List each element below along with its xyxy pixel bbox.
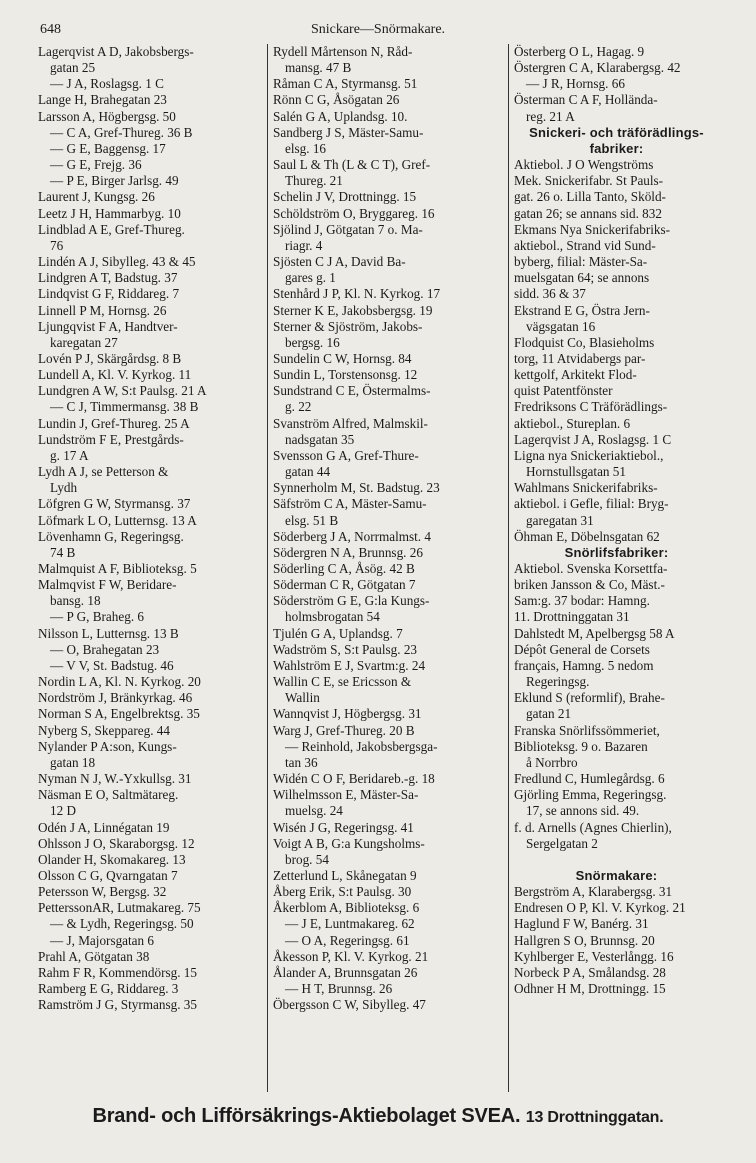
directory-entry: briken Jansson & Co, Mäst.- (514, 577, 665, 593)
directory-entry: Ljungqvist F A, Handtver- (38, 318, 178, 334)
directory-entry: bansg. 18 (50, 593, 101, 609)
directory-entry: 74 B (50, 544, 76, 560)
page-header: Snickare—Snörmakare. (310, 22, 446, 37)
directory-entry: Sundin L, Torstensonsg. 12 (273, 367, 418, 383)
column-1 (38, 44, 267, 1092)
directory-entry: Södergren N A, Brunnsg. 26 (273, 544, 423, 560)
directory-entry: sidd. 36 & 37 (514, 286, 586, 302)
directory-entry: Sandberg J S, Mäster-Samu- (273, 124, 424, 140)
directory-entry: Söderman C R, Götgatan 7 (273, 577, 416, 593)
directory-entry: Saul L & Th (L & C T), Gref- (273, 157, 431, 173)
directory-entry: Rahm F R, Kommendörsg. 15 (38, 964, 197, 980)
directory-entry: karegatan 27 (50, 334, 118, 350)
directory-entry: Lange H, Brahegatan 23 (38, 92, 167, 108)
directory-entry: Odhner H M, Drottningg. 15 (514, 981, 666, 997)
directory-entry: Lundström F E, Prestgårds- (38, 431, 184, 447)
directory-entry: Petersson W, Bergsg. 32 (38, 884, 167, 900)
directory-entry: byberg, filial: Mäster-Sa- (514, 254, 648, 270)
directory-entry: gatan 26; se annans sid. 832 (514, 205, 662, 221)
directory-entry: g. 22 (285, 399, 312, 415)
directory-entry: Råman C A, Styrmansg. 51 (273, 76, 418, 92)
directory-entry: aktiebol., Stureplan. 6 (514, 415, 631, 431)
directory-entry: Öhman E, Döbelnsgatan 62 (514, 528, 660, 544)
section-heading: Snickeri- och träförädlings- (529, 124, 704, 140)
directory-entry: Endresen O P, Kl. V. Kyrkog. 21 (514, 900, 686, 916)
directory-entry: Wannqvist J, Högbergsg. 31 (273, 706, 422, 722)
directory-entry: Hallgren S O, Brunnsg. 20 (514, 932, 655, 948)
directory-entry: Nyberg S, Skeppareg. 44 (38, 722, 170, 738)
directory-entry: Nilsson L, Lutternsg. 13 B (38, 625, 179, 641)
directory-entry: Lindblad A E, Gref-Thureg. (38, 221, 185, 237)
directory-entry: Larsson A, Högbergsg. 50 (38, 108, 176, 124)
directory-entry: Linnell P M, Hornsg. 26 (38, 302, 167, 318)
directory-entry: Lundin J, Gref-Thureg. 25 A (38, 415, 190, 431)
directory-entry: Warg J, Gref-Thureg. 20 B (273, 722, 415, 738)
directory-entry: bergsg. 16 (285, 334, 340, 350)
directory-entry: Schöldström O, Bryggareg. 16 (273, 205, 435, 221)
directory-entry: Lovén P J, Skärgårdsg. 8 B (38, 350, 182, 366)
directory-entry: Ekstrand E G, Östra Jern- (514, 302, 650, 318)
directory-entry: Sundelin C W, Hornsg. 84 (273, 350, 412, 366)
directory-entry: Lydh A J, se Petterson & (38, 464, 169, 480)
directory-entry: mansg. 47 B (285, 60, 352, 76)
directory-entry: Lindén A J, Sibylleg. 43 & 45 (38, 254, 196, 270)
directory-entry: Österman C A F, Hollända- (514, 92, 658, 108)
directory-entry: 11. Drottninggatan 31 (514, 609, 630, 625)
directory-entry: — J R, Hornsg. 66 (526, 76, 625, 92)
directory-entry: gares g. 1 (285, 270, 336, 286)
directory-entry: Prahl A, Götgatan 38 (38, 948, 150, 964)
directory-entry: gatan 44 (285, 464, 331, 480)
directory-entry: Ålander A, Brunnsgatan 26 (273, 964, 418, 980)
directory-entry: Åkerblom A, Biblioteksg. 6 (273, 900, 420, 916)
directory-entry: — O, Brahegatan 23 (50, 641, 160, 657)
directory-entry: Voigt A B, G:a Kungsholms- (273, 835, 425, 851)
directory-entry: Wahlmans Snickerifabriks- (514, 480, 658, 496)
directory-entry: f. d. Arnells (Agnes Chierlin), (514, 819, 672, 835)
directory-entry: français, Hamng. 5 nedom (514, 657, 654, 673)
directory-entry: Olsson C G, Qvarngatan 7 (38, 867, 178, 883)
directory-entry: gat. 26 o. Lilla Tanto, Sköld- (514, 189, 666, 205)
directory-entry: Sam:g. 37 bodar: Hamng. (514, 593, 650, 609)
directory-entry: Näsman E O, Saltmätareg. (38, 787, 179, 803)
directory-entry: — Reinhold, Jakobsbergsga- (285, 738, 438, 754)
directory-entry: Dépôt General de Corsets (514, 641, 650, 657)
directory-entry: Schelin J V, Drottningg. 15 (273, 189, 417, 205)
directory-entry: Malmqvist F W, Beridare- (38, 577, 177, 593)
directory-entry: — G E, Baggensg. 17 (50, 140, 166, 156)
directory-entry: Löfgren G W, Styrmansg. 37 (38, 496, 191, 512)
directory-entry: Säfström C A, Mäster-Samu- (273, 496, 427, 512)
directory-entry: Flodquist Co, Blasieholms (514, 334, 655, 350)
directory-entry: Synnerholm M, St. Badstug. 23 (273, 480, 440, 496)
directory-entry: muelsg. 24 (285, 803, 343, 819)
directory-entry: Norman S A, Engelbrektsg. 35 (38, 706, 200, 722)
directory-entry: Söderling C A, Åsög. 42 B (273, 561, 415, 576)
directory-entry: Regeringsg. (526, 674, 590, 690)
directory-entry: Nordin L A, Kl. N. Kyrkog. 20 (38, 674, 201, 690)
directory-entry: Svanström Alfred, Malmskil- (273, 415, 428, 431)
directory-entry: Öbergsson C W, Sibylleg. 47 (273, 997, 426, 1013)
directory-entry: Sjösten C J A, David Ba- (273, 254, 406, 270)
directory-entry: Thureg. 21 (285, 173, 343, 189)
directory-entry: torg, 11 Atvidabergs par- (514, 350, 646, 366)
directory-entry: — O A, Regeringsg. 61 (285, 932, 410, 948)
directory-entry: Wilhelmsson E, Mäster-Sa- (273, 787, 419, 803)
directory-entry: Wallin (285, 690, 320, 706)
directory-entry: 12 D (50, 803, 77, 819)
directory-entry: tan 36 (285, 754, 318, 770)
directory-entry: Sterner K E, Jakobsbergsg. 19 (273, 302, 433, 318)
directory-entry: Rönn C G, Åsögatan 26 (273, 92, 400, 108)
directory-entry: Sergelgatan 2 (526, 835, 598, 851)
directory-entry: Eklund S (reformlif), Brahe- (514, 690, 665, 706)
directory-entry: brog. 54 (285, 851, 329, 867)
directory-entry: Gjörling Emma, Regeringsg. (514, 787, 667, 803)
directory-entry: — & Lydh, Regeringsg. 50 (50, 916, 194, 932)
directory-entry: Wallin C E, se Ericsson & (273, 674, 412, 690)
footer-address: 13 Drottninggatan. (525, 1109, 664, 1126)
directory-entry: Nylander P A:son, Kungs- (38, 738, 177, 754)
directory-entry: Nordström J, Bränkyrkag. 46 (38, 690, 193, 706)
directory-entry: aktiebol., Strand vid Sund- (514, 237, 656, 253)
directory-entry: Söderberg J A, Norrmalmst. 4 (273, 528, 431, 544)
directory-entry: Sundstrand C E, Östermalms- (273, 383, 431, 399)
directory-entry: Sjölind J, Götgatan 7 o. Ma- (273, 221, 423, 237)
directory-entry: Salén G A, Uplandsg. 10. (273, 108, 408, 124)
directory-entry: Biblioteksg. 9 o. Bazaren (514, 738, 648, 754)
directory-entry: Lövenhamn G, Regeringsg. (38, 528, 184, 544)
directory-entry: Lagerqvist J A, Roslagsg. 1 C (514, 431, 672, 447)
directory-columns (38, 44, 723, 1092)
section-heading: Snörlifsfabriker: (564, 544, 669, 560)
directory-entry: Mek. Snickerifabr. St Pauls- (514, 173, 664, 189)
footer-company-name: Brand- och Lifförsäkrings-Aktiebolaget SVEA. (92, 1105, 521, 1127)
section-heading: fabriker: (589, 140, 644, 156)
directory-entry: Ramström J G, Styrmansg. 35 (38, 997, 197, 1013)
directory-entry: Svensson G A, Gref-Thure- (273, 447, 419, 463)
directory-entry: Haglund F W, Banérg. 31 (514, 916, 649, 932)
directory-entry: å Norrbro (526, 754, 578, 770)
directory-entry: Rydell Mårtenson N, Råd- (273, 44, 413, 59)
directory-entry: riagr. 4 (285, 237, 323, 253)
directory-entry: PetterssonAR, Lutmakareg. 75 (38, 900, 201, 916)
directory-entry: Aktiebol. J O Wengströms (514, 157, 654, 173)
directory-entry: Ekmans Nya Snickerifabriks- (514, 221, 671, 237)
directory-entry: Nyman N J, W.-Yxkullsg. 31 (38, 771, 192, 787)
directory-entry: — P G, Braheg. 6 (50, 609, 145, 625)
directory-entry: Tjulén G A, Uplandsg. 7 (273, 625, 403, 641)
directory-entry: Stenhård J P, Kl. N. Kyrkog. 17 (273, 286, 441, 302)
directory-entry: — H T, Brunnsg. 26 (285, 981, 393, 997)
directory-entry: elsg. 51 B (285, 512, 339, 528)
directory-entry: — J A, Roslagsg. 1 C (50, 76, 164, 92)
section-heading (514, 852, 719, 868)
section-heading: Snörmakare: (575, 867, 658, 883)
directory-entry: — G E, Frejg. 36 (50, 157, 142, 173)
directory-entry: Fredriksons C Träförädlings- (514, 399, 668, 415)
directory-entry: holmsbrogatan 54 (285, 609, 380, 625)
directory-entry: Östergren C A, Klarabergsg. 42 (514, 60, 681, 76)
directory-entry: Lundell A, Kl. V. Kyrkog. 11 (38, 367, 192, 383)
directory-entry: Dahlstedt M, Apelbergsg 58 A (514, 625, 675, 641)
directory-entry: kettgolf, Arkitekt Flod- (514, 367, 637, 383)
directory-entry: — J, Majorsgatan 6 (50, 932, 155, 948)
directory-entry: Odén J A, Linnégatan 19 (38, 819, 170, 835)
directory-entry: 17, se annons sid. 49. (526, 803, 640, 819)
directory-entry: Lundgren A W, S:t Paulsg. 21 A (38, 383, 207, 399)
directory-entry: Sterner & Sjöström, Jakobs- (273, 318, 423, 334)
directory-entry: Åkesson P, Kl. V. Kyrkog. 21 (273, 948, 429, 964)
directory-entry: — V V, St. Badstug. 46 (50, 657, 174, 673)
directory-entry: muelsgatan 64; se annons (514, 270, 650, 286)
directory-entry: vägsgatan 16 (526, 318, 596, 334)
directory-entry: Wisén J G, Regeringsg. 41 (273, 819, 414, 835)
directory-entry: gatan 18 (50, 754, 96, 770)
directory-entry: quist Patentfönster (514, 383, 613, 399)
directory-entry: Löfmark L O, Lutternsg. 13 A (38, 512, 197, 528)
directory-entry: — C A, Gref-Thureg. 36 B (50, 124, 193, 140)
directory-entry: — P E, Birger Jarlsg. 49 (50, 173, 179, 189)
directory-entry: Lindgren A T, Badstug. 37 (38, 270, 178, 286)
advertisement-footer (0, 1105, 756, 1128)
directory-entry: Österberg O L, Hagag. 9 (514, 44, 645, 59)
directory-entry: Hornstullsgatan 51 (526, 464, 626, 480)
directory-entry: Wahlström E J, Svartm:g. 24 (273, 657, 426, 673)
directory-entry: aktiebol. i Gefle, filial: Bryg- (514, 496, 669, 512)
page-number: 648 (40, 22, 61, 37)
directory-entry: reg. 21 A (526, 108, 575, 124)
directory-entry: nadsgatan 35 (285, 431, 355, 447)
directory-entry: Söderström G E, G:la Kungs- (273, 593, 430, 609)
directory-entry: 76 (50, 237, 64, 253)
directory-entry: gatan 21 (526, 706, 572, 722)
directory-entry: Lydh (50, 480, 78, 496)
directory-entry: Kyhlberger E, Vesterlångg. 16 (514, 948, 674, 964)
directory-entry: Lindqvist G F, Riddareg. 7 (38, 286, 180, 302)
directory-entry: Fredlund C, Humlegårdsg. 6 (514, 771, 665, 787)
directory-entry: Ramberg E G, Riddareg. 3 (38, 981, 179, 997)
directory-entry: Norbeck P A, Smålandsg. 28 (514, 964, 666, 980)
directory-entry: gatan 25 (50, 60, 96, 76)
directory-entry: Franska Snörlifssömmeriet, (514, 722, 660, 738)
directory-entry: Lagerqvist A D, Jakobsbergs- (38, 44, 194, 59)
directory-entry: garegatan 31 (526, 512, 594, 528)
column-3 (508, 44, 719, 1092)
directory-entry: Ligna nya Snickeriaktiebol., (514, 447, 664, 463)
directory-entry: Laurent J, Kungsg. 26 (38, 189, 155, 205)
directory-entry: Wadström S, S:t Paulsg. 23 (273, 641, 418, 657)
directory-entry: Olander H, Skomakareg. 13 (38, 851, 186, 867)
directory-entry: — C J, Timmermansg. 38 B (50, 399, 199, 415)
column-2 (267, 44, 508, 1092)
directory-entry: Aktiebol. Svenska Korsettfa- (514, 561, 668, 576)
directory-entry: Widén C O F, Beridareb.-g. 18 (273, 771, 435, 787)
directory-entry: Malmquist A F, Biblioteksg. 5 (38, 561, 197, 576)
directory-entry: Leetz J H, Hammarbyg. 10 (38, 205, 181, 221)
directory-entry: Åberg Erik, S:t Paulsg. 30 (273, 884, 412, 900)
directory-entry: — J E, Luntmakareg. 62 (285, 916, 415, 932)
directory-entry: Ohlsson J O, Skaraborgsg. 12 (38, 835, 195, 851)
directory-entry: Zetterlund L, Skånegatan 9 (273, 867, 417, 883)
directory-entry: g. 17 A (50, 447, 89, 463)
directory-entry: elsg. 16 (285, 140, 327, 156)
directory-entry: Bergström A, Klarabergsg. 31 (514, 884, 673, 900)
